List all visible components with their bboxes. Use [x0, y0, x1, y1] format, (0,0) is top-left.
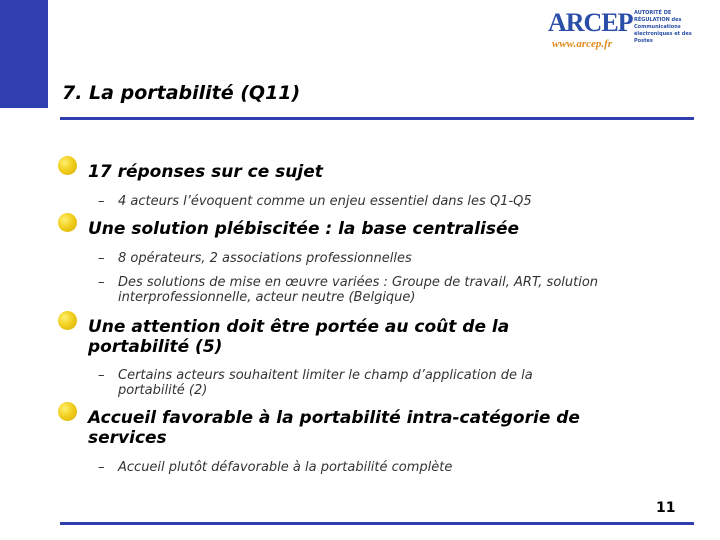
title-divider [60, 117, 694, 120]
logo-url: www.arcep.fr [552, 38, 613, 50]
bullet-1-text: 17 réponses sur ce sujet [88, 162, 323, 182]
bullet-dot-icon [58, 156, 77, 175]
sub-bullet-text: Des solutions de mise en œuvre variées : Groupe de travail, ART, solution interprofessionnelle, acteur neutre (Belgique) [118, 275, 599, 305]
logo-wordmark: ARCEP [548, 8, 633, 37]
dash-marker: – [98, 251, 105, 266]
dash-marker: – [98, 460, 105, 475]
bullet-dot-icon [58, 213, 77, 232]
slide-title: 7. La portabilité (Q11) [62, 82, 301, 104]
footer-divider [60, 522, 694, 525]
logo-subtitle: AUTORITÉ DE RÉGULATION des Communications électroniques et des Postes [634, 10, 692, 44]
bullet-dot-icon [58, 402, 77, 421]
bullet-dot-icon [58, 311, 77, 330]
dash-marker: – [98, 275, 105, 290]
side-accent-bar [0, 0, 48, 108]
bullet-3-text: Une attention doit être portée au coût de la portabilité (5) [88, 317, 510, 357]
sub-bullet-text: 8 opérateurs, 2 associations professionnelles [118, 251, 412, 266]
bullet-4-text: Accueil favorable à la portabilité intra-catégorie de services [88, 408, 580, 448]
page-number: 11 [656, 500, 676, 516]
dash-marker: – [98, 368, 105, 383]
sub-bullet-text: Certains acteurs souhaitent limiter le champ d’application de la portabilité (2) [118, 368, 533, 398]
bullet-2-text: Une solution plébiscitée : la base centralisée [88, 219, 520, 239]
dash-marker: – [98, 194, 105, 209]
arcep-logo [548, 8, 692, 54]
sub-bullet-text: Accueil plutôt défavorable à la portabilité complète [118, 460, 453, 475]
sub-bullet-text: 4 acteurs l’évoquent comme un enjeu essentiel dans les Q1-Q5 [118, 194, 532, 209]
